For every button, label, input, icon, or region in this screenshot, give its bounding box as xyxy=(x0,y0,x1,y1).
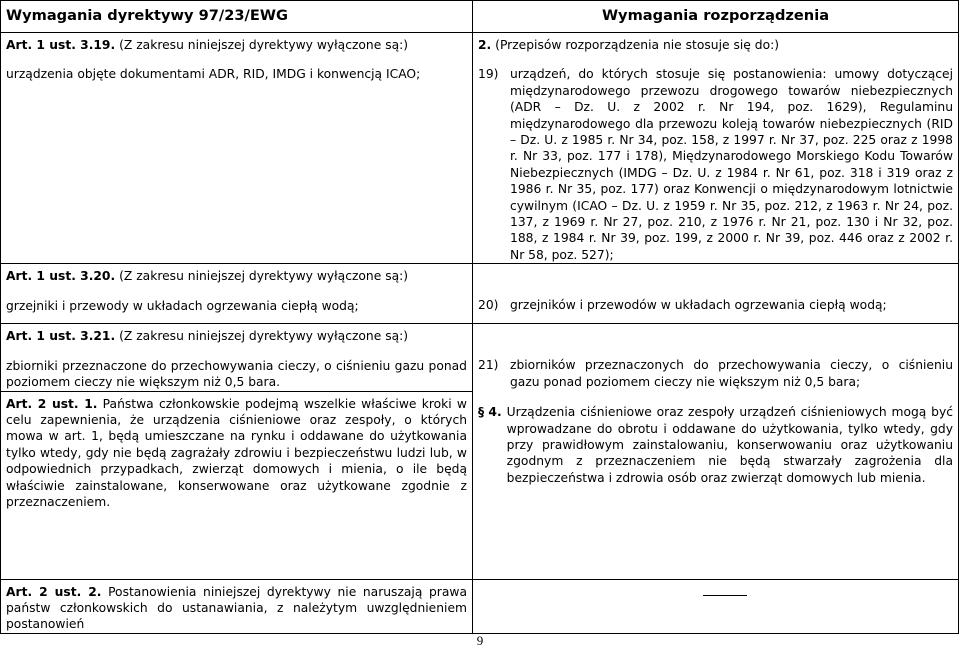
page-number: 9 xyxy=(476,633,484,648)
list-item: 19) urządzeń, do których stosuje się postanowienia: umowy dotyczącej międzynarodowego przewozu drogowego towarów niebezpiecznych (ADR – Dz. U. z 2002 r. Nr 194, poz. 1629), Regulaminu międzynarodowego dla przewozu koleją towarów niebezpiecznych (RID – Dz. U. z 1985 r. Nr 34, poz. 158, z 1997 r. Nr 37, poz. 225 oraz z 1998 r. Nr 33, poz. 177 i 178), Międzynarodowego Morskiego Kodu Towarów Niebezpiecznych (IMDG – Dz. U. z 1984 r. Nr 61, poz. 318 i 319 oraz z 1986 r. Nr 35, poz. 177) oraz Konwencji o międzynarodowym lotnictwie cywilnym (ICAO – Dz. U. z 1959 r. Nr 35, poz. 212, z 1963 r. Nr 24, poz. 137, z 1969 r. Nr 27, poz. 210, z 1976 r. Nr 21, poz. 130 i Nr 32, poz. 188, z 1984 r. Nr 39, poz. 199, z 2000 r. Nr 39, poz. 446 oraz z 2002 r. Nr 58, poz. 527); xyxy=(478,67,953,262)
regulation-cell xyxy=(473,324,959,579)
directive-cell xyxy=(1,33,473,264)
regulation-cell xyxy=(473,33,959,264)
table-row xyxy=(1,33,959,264)
directive-cell xyxy=(1,579,473,633)
list-item: 20) grzejników i przewodów w układach ogrzewania ciepłą wodą; xyxy=(478,297,953,313)
directive-text: Art. 2 ust. 1. Państwa członkowskie podejmą wszelkie właściwe kroki w celu zapewnienia, że urządzenia ciśnieniowe oraz zespoły, o których mowa w art. 1, będą umieszczane na rynku i oddawane do użytkowania tylko wtedy, gdy nie będą zagrażały zdrowiu i bezpieczeństwu ludzi lub, w odpowiednich przypadkach, zwierząt domowych i mienia, o ile będą właściwie zainstalowane, konserwowane oraz użytkowane zgodnie z przeznaczeniem. xyxy=(6,396,467,509)
directive-text: urządzenia objęte dokumentami ADR, RID, IMDG i konwencją ICAO; xyxy=(6,67,421,82)
regulation-cell xyxy=(473,579,959,633)
regulation-cell xyxy=(473,264,959,324)
header-directive: Wymagania dyrektywy 97/23/EWG xyxy=(1,1,473,33)
regulation-text: Urządzenia ciśnieniowe oraz zespoły urządzeń ciśnieniowych mogą być wprowadzane do obrotu i oddawane do użytkowania, tylko wtedy, gdy przy prawidłowym zainstalowaniu, konserwowaniu oraz użytkowaniu zgodnym z przeznaczeniem nie będą stwarzały zagrożenia dla bezpieczeństwa i zdrowia osób oraz zwierząt domowych lub mienia. xyxy=(506,405,953,485)
table-row xyxy=(1,324,959,391)
directive-text: zbiorniki przeznaczone do przechowywania cieczy, o ciśnieniu gazu ponad poziomem cieczy nie większym niż 0,5 bara. xyxy=(6,358,467,390)
directive-cell xyxy=(1,264,473,324)
table-row xyxy=(1,264,959,324)
header-regulation: Wymagania rozporządzenia xyxy=(473,1,959,33)
table-header-row xyxy=(1,1,959,33)
directive-text: grzejniki i przewody w układach ogrzewania ciepłą wodą; xyxy=(6,298,359,313)
table-row xyxy=(1,579,959,633)
regulation-text: urządzeń, do których stosuje się postanowienia: umowy dotyczącej międzynarodowego przewozu drogowego towarów niebezpiecznych (ADR – Dz. U. z 2002 r. Nr 194, poz. 1629), Regulaminu międzynarodowego dla przewozu koleją towarów niebezpiecznych (RID – Dz. U. z 1985 r. Nr 34, poz. 158, z 1997 r. Nr 37, poz. 225 oraz z 1998 r. Nr 33, poz. 177 i 178), Międzynarodowego Morskiego Kodu Towarów Niebezpiecznych (IMDG – Dz. U. z 1984 r. Nr 61, poz. 318 i 319 oraz z 1986 r. Nr 35, poz. 177) oraz Konwencji o międzynarodowym lotnictwie cywilnym (ICAO – Dz. U. z 1959 r. Nr 35, poz. 212, z 1963 r. Nr 24, poz. 137, z 1969 r. Nr 27, poz. 210, z 1976 r. Nr 21, poz. 130 i Nr 32, poz. 188, z 1984 r. Nr 39, poz. 199, z 2000 r. Nr 39, poz. 446 oraz z 2002 r. Nr 58, poz. 527); xyxy=(510,67,953,262)
article-heading: Art. 1 ust. 3.20. (Z zakresu niniejszej dyrektywy wyłączone są:) xyxy=(6,269,409,284)
directive-text: Art. 2 ust. 2. Postanowienia niniejszej dyrektywy nie naruszają prawa państw członkowskich do ustanawiania, z należytym uwzględnieniem postanowień xyxy=(6,584,467,632)
article-heading: Art. 1 ust. 3.21. (Z zakresu niniejszej dyrektywy wyłączone są:) xyxy=(6,329,409,344)
directive-cell xyxy=(1,324,473,391)
directive-cell xyxy=(1,391,473,579)
article-heading: Art. 1 ust. 3.19. (Z zakresu niniejszej dyrektywy wyłączone są:) xyxy=(6,38,409,52)
dash-placeholder xyxy=(703,595,747,596)
list-item: 21) zbiorników przeznaczonych do przechowywania cieczy, o ciśnieniu gazu ponad poziomem cieczy nie większym niż 0,5 bara; xyxy=(478,358,953,389)
regulation-text: grzejników i przewodów w układach ogrzewania ciepłą wodą; xyxy=(510,298,887,313)
paragraph-section: § 4. Urządzenia ciśnieniowe oraz zespoły urządzeń ciśnieniowych mogą być wprowadzane do obrotu i oddawane do użytkowania, tylko wtedy, gdy przy prawidłowym zainstalowaniu, konserwowaniu oraz użytkowaniu zgodnym z przeznaczeniem nie będą stwarzały zagrożenia dla bezpieczeństwa i zdrowia osób oraz zwierząt domowych lub mienia. xyxy=(478,405,953,485)
regulation-text: zbiorników przeznaczonych do przechowywania cieczy, o ciśnieniu gazu ponad poziomem cieczy nie większym niż 0,5 bara; xyxy=(510,358,953,389)
paragraph-heading: 2. (Przepisów rozporządzenia nie stosuje się do:) xyxy=(478,38,780,52)
